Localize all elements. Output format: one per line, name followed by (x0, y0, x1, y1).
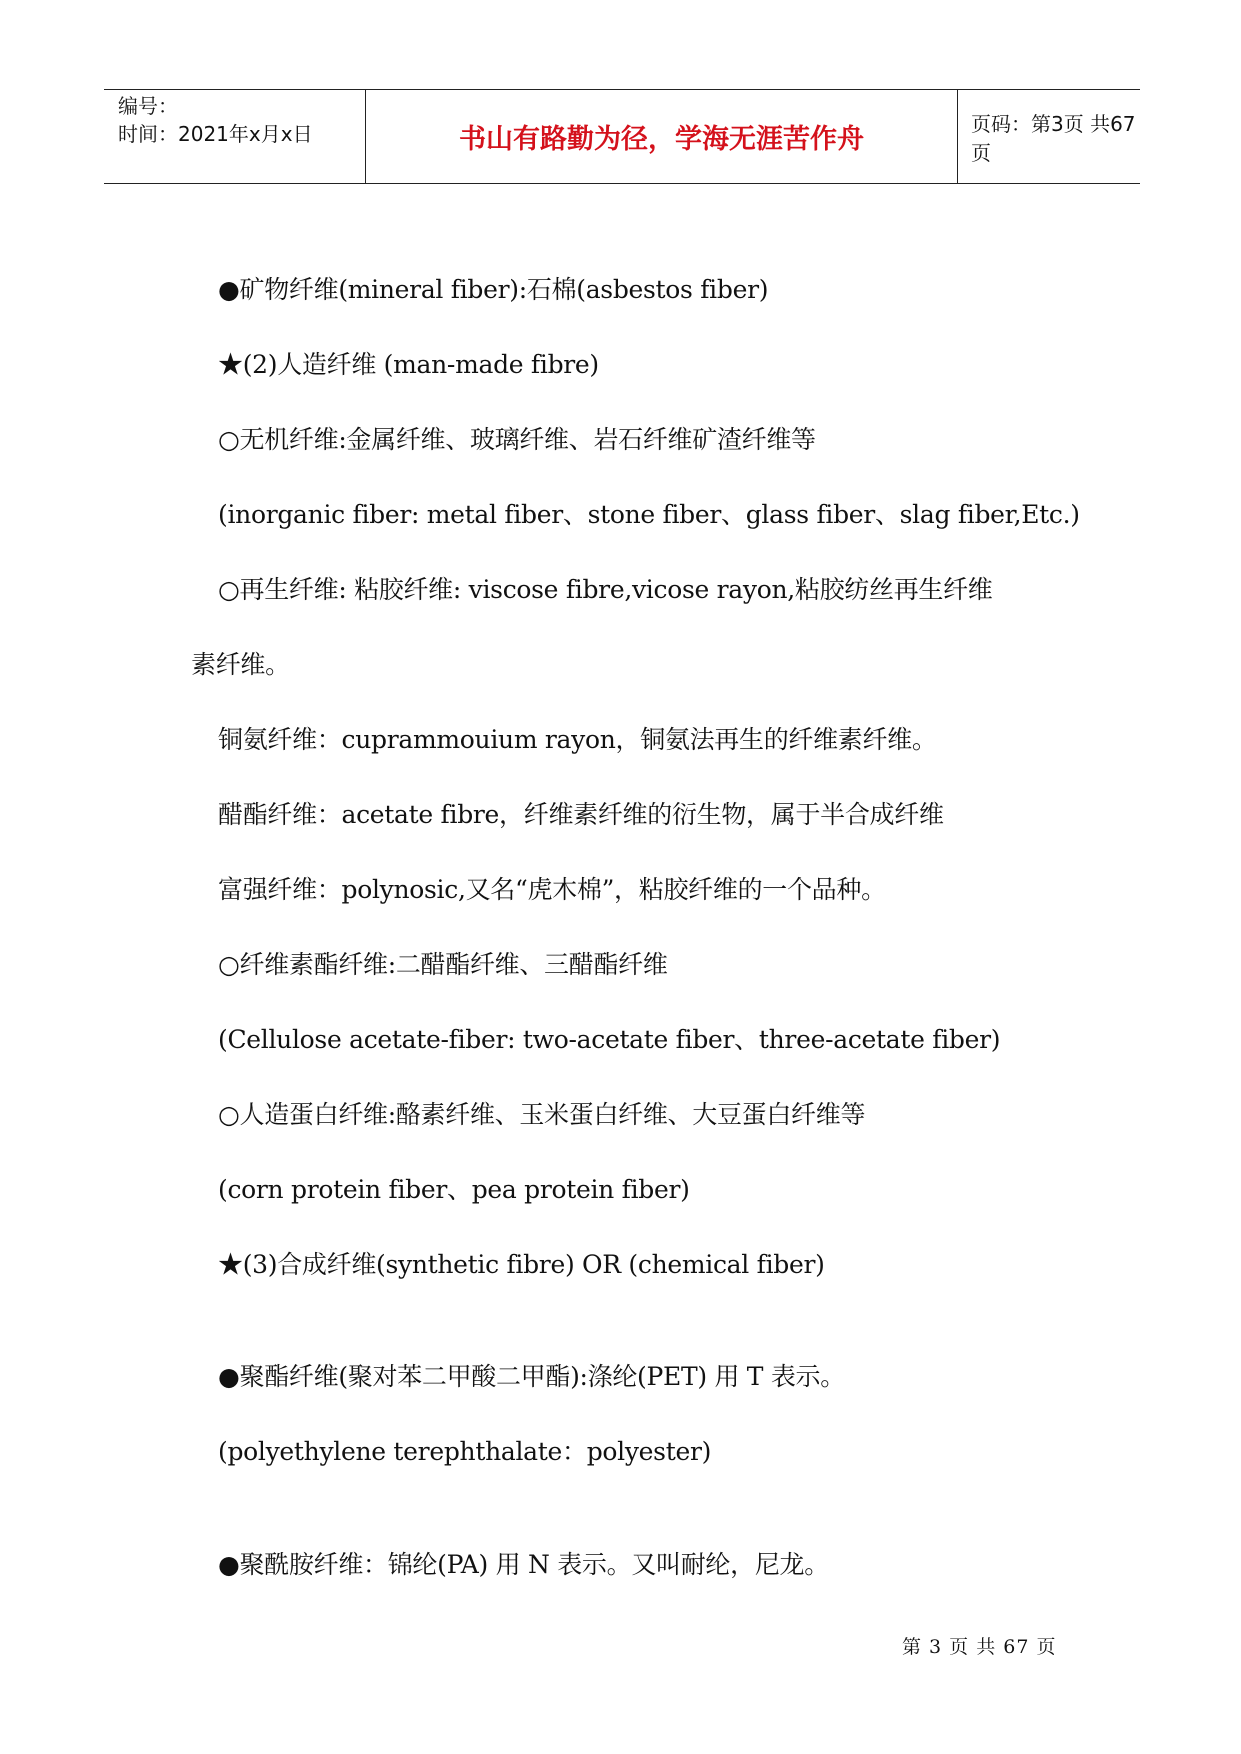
text-line: ●聚酯纤维(聚对苯二甲酸二甲酯):涤纶(PET) 用 T 表示。 (218, 1362, 845, 1391)
header-motto: 书山有路勤为径，学海无涯苦作舟 (366, 90, 958, 183)
date-label: 时间：2021年x月x日 (118, 122, 313, 146)
text-line: 铜氨纤维：cuprammouium rayon，铜氨法再生的纤维素纤维。 (218, 725, 937, 754)
page-footer: 第 3 页 共 67 页 (902, 1636, 1057, 1658)
text-line: (inorganic fiber: metal fiber、stone fiber、glass fiber、slag fiber,Etc.) (218, 500, 1080, 529)
text-line: (polyethylene terephthalate：polyester) (218, 1437, 712, 1466)
text-line: 醋酯纤维：acetate fibre，纤维素纤维的衍生物，属于半合成纤维 (218, 800, 944, 829)
text-line: ●聚酰胺纤维：锦纶(PA) 用 N 表示。又叫耐纶，尼龙。 (218, 1550, 829, 1579)
text-line: (Cellulose acetate-fiber: two-acetate fiber、three-acetate fiber) (218, 1025, 1001, 1054)
number-label: 编号： (118, 94, 178, 118)
text-line: ○无机纤维:金属纤维、玻璃纤维、岩石纤维矿渣纤维等 (218, 425, 816, 454)
header-page-label: 页码：第3页 共67页 (971, 111, 1136, 165)
header-meta (104, 90, 366, 183)
text-line: (corn protein fiber、pea protein fiber) (218, 1175, 690, 1204)
text-line: ○人造蛋白纤维:酪素纤维、玉米蛋白纤维、大豆蛋白纤维等 (218, 1100, 866, 1129)
text-line: 富强纤维：polynosic,又名“虎木棉”，粘胶纤维的一个品种。 (218, 875, 886, 904)
text-line: ★(3)合成纤维(synthetic fibre) OR (chemical fiber) (218, 1250, 825, 1279)
text-line: ○纤维素酯纤维:二醋酯纤维、三醋酯纤维 (218, 950, 668, 979)
page-header (104, 89, 1140, 184)
text-line: 素纤维。 (191, 650, 290, 679)
text-line: ●矿物纤维(mineral fiber):石棉(asbestos fiber) (218, 275, 769, 304)
text-line: ★(2)人造纤维 (man-made fibre) (218, 350, 599, 379)
text-line: ○再生纤维: 粘胶纤维: viscose fibre,vicose rayon,粘胶纺丝再生纤维 (218, 575, 993, 604)
